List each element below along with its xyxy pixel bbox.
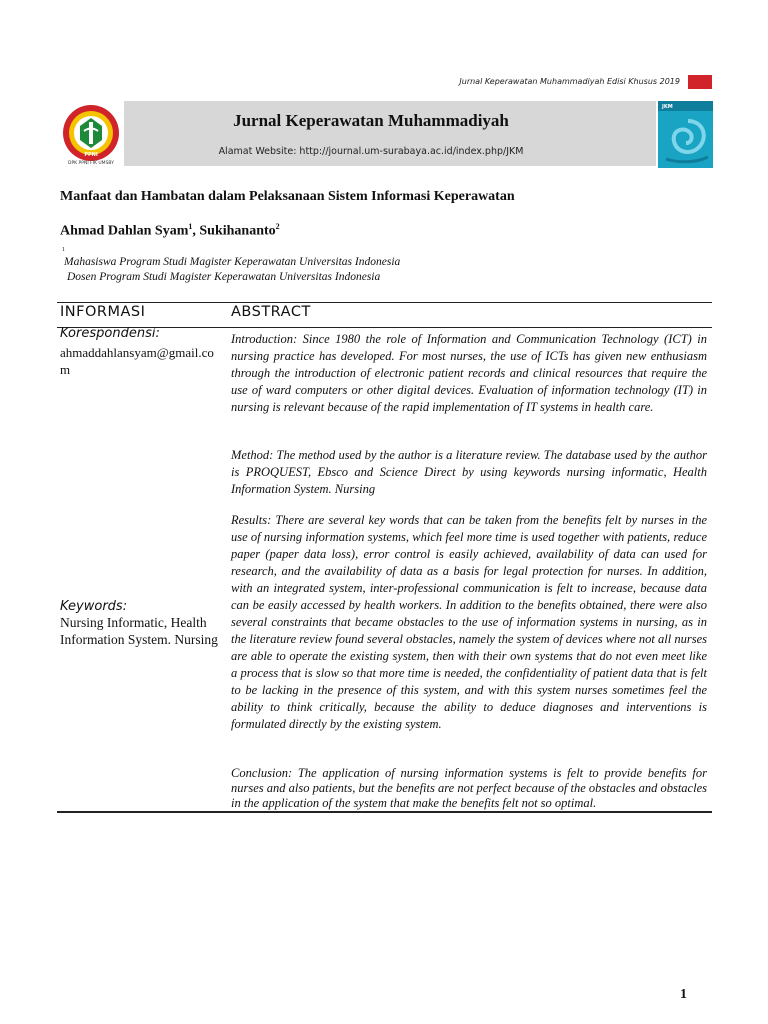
author-2: , Sukihananto <box>192 223 276 239</box>
ppni-logo <box>62 104 120 162</box>
page-number: 1 <box>680 987 687 1002</box>
affiliation-1: Mahasiswa Program Studi Magister Keperawatan Universitas Indonesia <box>64 256 401 268</box>
keywords-list: Nursing Informatic, Health Information System. Nursing <box>60 615 218 647</box>
table-bottom-rule <box>57 811 712 813</box>
affiliation-2: Dosen Program Studi Magister Keperawatan Universitas Indonesia <box>67 271 381 283</box>
author-1: Ahmad Dahlan Syam <box>60 223 189 239</box>
correspondence-label: Korespondensi: <box>60 326 160 341</box>
cover-label: JKM <box>662 104 673 110</box>
header-color-block <box>688 75 712 89</box>
abstract-results: Results: There are several key words that can be taken from the benefits felt by nurses in the use of nursing information systems, which feel more time is used together with patients, reduce paper (paper data loss), error control is easily achieved, availability of data can used for research, and the availability of data as a basis for legal protection for nurses. In addition, with an integrated system, inter-professional communication is felt to increase, because data can be easily accessed by health workers. In addition to the benefits obtained, there were also several constraints that became obstacles to the use of information systems in nursing, as in the literature review found several obstacles, namely the system of devices where not all nurses are able to operate the existing system, then with their own systems that do not even meet like a process that is slow so that more time is needed, the confidentiality of patient data that is felt to be lacking in the presence of this system, and with this system nurses sometimes feel the ability to think critically, because the ability to deduce diagnoses and interventions is formulated directly by the existing system. <box>231 513 707 731</box>
abstract-introduction: Introduction: Since 1980 the role of Information and Communication Technology (ICT) in nursing practice has developed. For most nurses, the use of ICTs has given new enthusiasm through the introduction of electronic patient records and clinical resources that require the use of ward computers or other digital devices. Evaluation of information technology (IT) in nursing is relevant because of the rapid implementation of IT systems in health care. <box>231 332 707 414</box>
abstract-heading: ABSTRACT <box>231 304 311 320</box>
journal-website[interactable]: Alamat Website: http://journal.um-surabaya.ac.id/index.php/JKM <box>218 146 524 157</box>
running-header: Jurnal Keperawatan Muhammadiyah Edisi Khusus 2019 <box>459 77 680 86</box>
keywords-label: Keywords: <box>60 599 128 614</box>
abstract-conclusion: Conclusion: The application of nursing information systems is felt to provide benefits for nurses and also patients, but the benefits are not perfect because of the obstacles and obstacles in the application of the system that make the benefits felt not so optimal. <box>231 766 707 810</box>
article-authors <box>60 222 280 240</box>
journal-title: Jurnal Keperawatan Muhammadiyah <box>233 111 509 130</box>
correspondence-email[interactable]: ahmaddahlansyam@gmail.com <box>60 345 214 377</box>
affiliation-marker: 1 <box>62 247 65 253</box>
table-top-rule <box>57 302 712 303</box>
info-heading: INFORMASI <box>60 304 146 320</box>
article-title: Manfaat dan Hambatan dalam Pelaksanaan Sistem Informasi Keperawatan <box>60 189 515 204</box>
abstract-method: Method: The method used by the author is a literature review. The database used by the author is PROQUEST, Ebsco and Science Direct by using keywords nursing informatic, Health Information System. Nursing <box>231 448 707 496</box>
author-2-sup: 2 <box>275 222 280 231</box>
journal-cover-image <box>658 101 713 168</box>
logo-text: PPNI <box>84 152 98 158</box>
author-1-sup: 1 <box>188 222 193 231</box>
logo-caption: DPK PPNI FIK UMSBY <box>67 161 115 166</box>
